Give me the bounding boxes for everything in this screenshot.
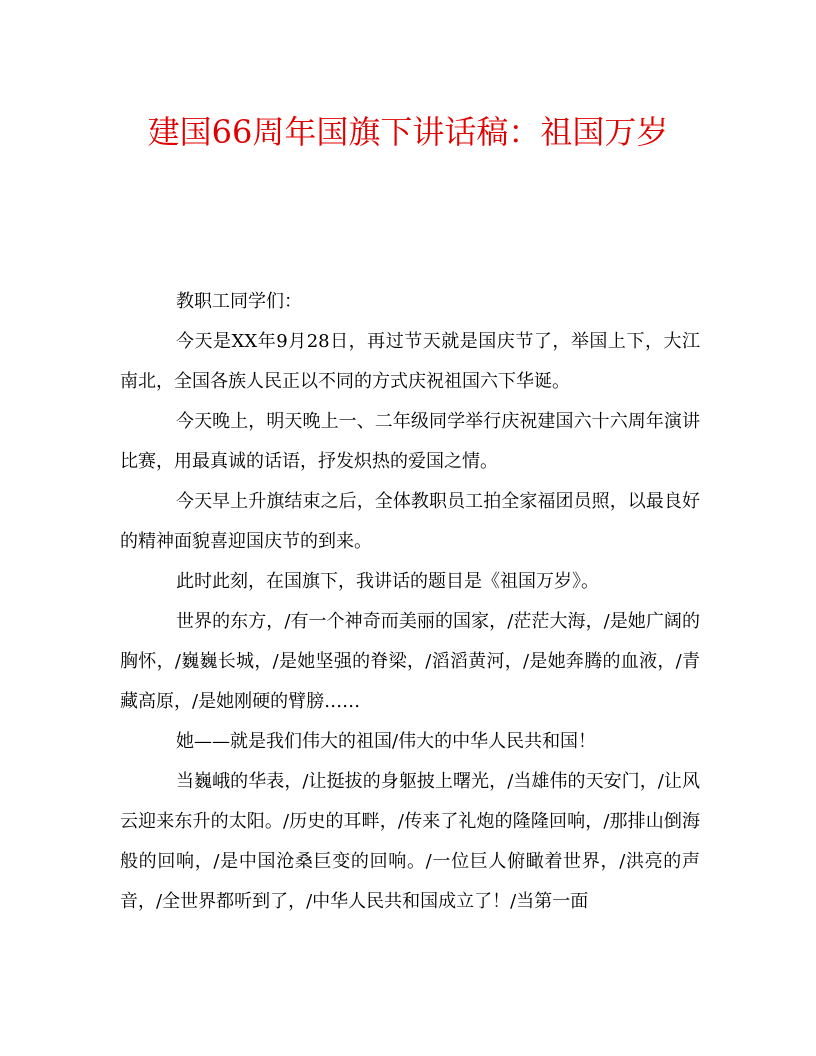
paragraph: 她——就是我们伟大的祖国/伟大的中华人民共和国！	[176, 731, 597, 752]
paragraph-greeting: 教职工同学们：	[176, 291, 302, 312]
paragraph: 今天早上升旗结束之后，全体教职员工拍全家福团员照，以最良好的精神面貌喜迎国庆节的到来。	[120, 491, 700, 552]
paragraph: 今天晚上，明天晚上一、二年级同学举行庆祝建国六十六周年演讲比赛，用最真诚的话语，抒发炽热的爱国之情。	[120, 411, 700, 472]
paragraph: 当巍峨的华表，/让挺拔的身躯披上曙光，/当雄伟的天安门，/让风云迎来东升的太阳。/历史的耳畔，/传来了礼炮的隆隆回响，/那排山倒海般的回响，/是中国沧桑巨变的回响。/一位巨人俯瞰着世界，/洪亮的声音，/全世界都听到了，/中华人民共和国成立了！/当第一面	[120, 771, 700, 912]
document-body	[120, 282, 700, 922]
paragraph: 今天是XX年9月28日，再过节天就是国庆节了，举国上下，大江南北，全国各族人民正以不同的方式庆祝祖国六下华诞。	[120, 331, 700, 392]
paragraph: 世界的东方，/有一个神奇而美丽的国家，/茫茫大海，/是她广阔的胸怀，/巍巍长城，/是她坚强的脊梁，/滔滔黄河，/是她奔腾的血液，/青藏高原，/是她刚硬的臂膀……	[120, 611, 700, 712]
document-title: 建国66周年国旗下讲话稿：祖国万岁	[147, 113, 669, 151]
paragraph: 此时此刻，在国旗下，我讲话的题目是《祖国万岁》。	[176, 571, 599, 592]
